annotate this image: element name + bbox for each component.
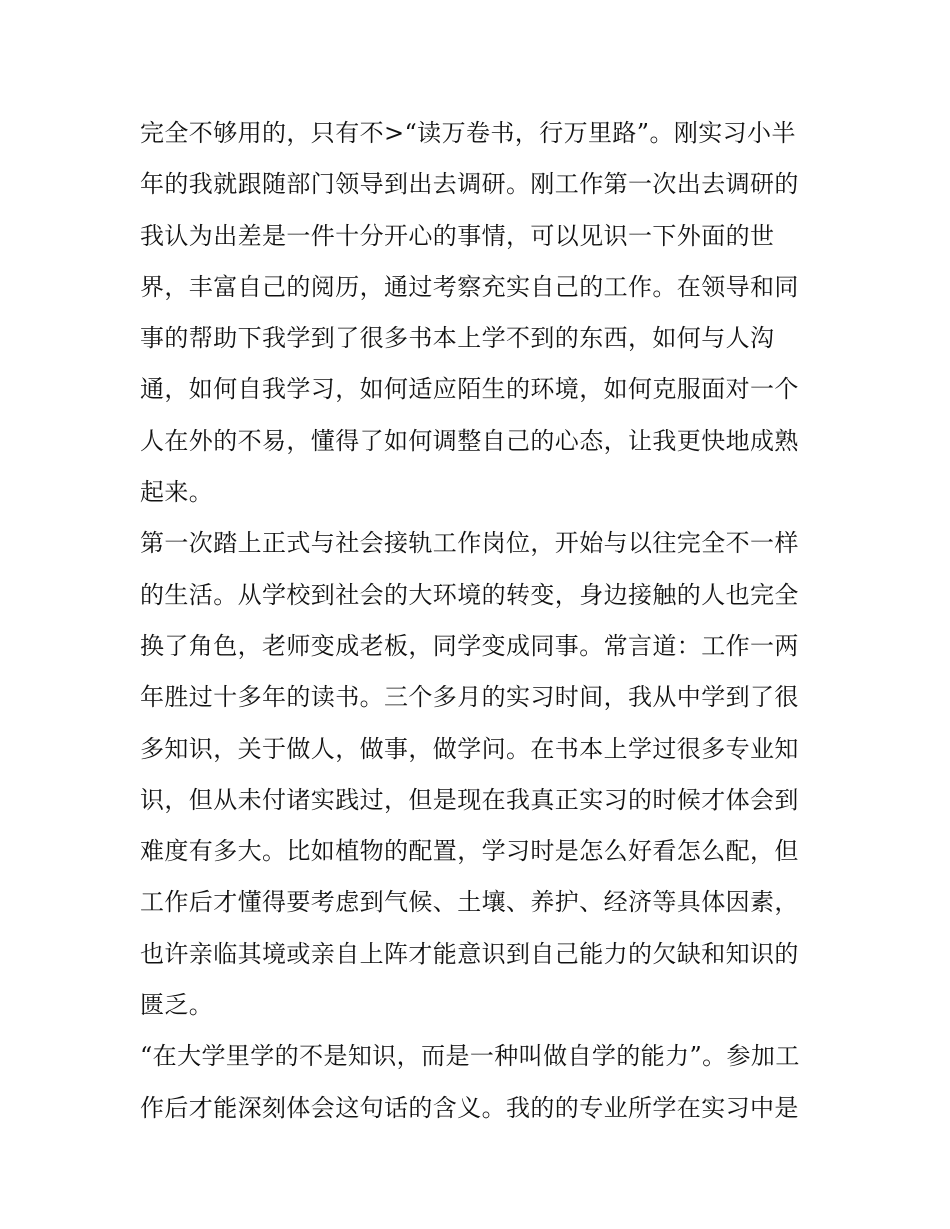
text-line: 的生活。从学校到社会的大环境的转变，身边接触的人也完全: [140, 580, 799, 609]
text-line: 人在外的不易，懂得了如何调整自己的心态，让我更快地成熟: [140, 426, 799, 455]
body-text: [140, 108, 820, 1134]
text-line: 多知识，关于做人，做事，做学问。在书本上学过很多专业知: [140, 734, 799, 763]
text-line: 我认为出差是一件十分开心的事情，可以见识一下外面的世: [140, 221, 775, 250]
text-line: 换了角色，老师变成老板，同学变成同事。常言道：工作一两: [140, 631, 799, 660]
text-line: 事的帮助下我学到了很多书本上学不到的东西，如何与人沟: [140, 324, 775, 353]
text-line: 起来。: [140, 478, 214, 507]
text-line: 通，如何自我学习，如何适应陌生的环境，如何克服面对一个: [140, 375, 799, 404]
text-line: 年的我就跟随部门领导到出去调研。刚工作第一次出去调研的: [140, 170, 799, 199]
text-line: 界，丰富自己的阅历，通过考察充实自己的工作。在领导和同: [140, 272, 799, 301]
text-line: “在大学里学的不是知识，而是一种叫做自学的能力”。参加工: [140, 1042, 800, 1071]
text-line: 工作后才懂得要考虑到气候、土壤、养护、经济等具体因素，: [140, 888, 799, 917]
text-line: 难度有多大。比如植物的配置，学习时是怎么好看怎么配，但: [140, 837, 799, 866]
text-line: 识，但从未付诸实践过，但是现在我真正实习的时候才体会到: [140, 785, 799, 814]
text-line: 年胜过十多年的读书。三个多月的实习时间，我从中学到了很: [140, 683, 799, 712]
text-line: 匮乏。: [140, 991, 214, 1020]
text-line: 第一次踏上正式与社会接轨工作岗位，开始与以往完全不一样: [140, 529, 799, 558]
text-line: 作后才能深刻体会这句话的含义。我的的专业所学在实习中是: [140, 1093, 799, 1122]
text-line: 也许亲临其境或亲自上阵才能意识到自己能力的欠缺和知识的: [140, 939, 799, 968]
text-line: 完全不够用的，只有不>“读万卷书，行万里路”。刚实习小半: [140, 119, 796, 147]
